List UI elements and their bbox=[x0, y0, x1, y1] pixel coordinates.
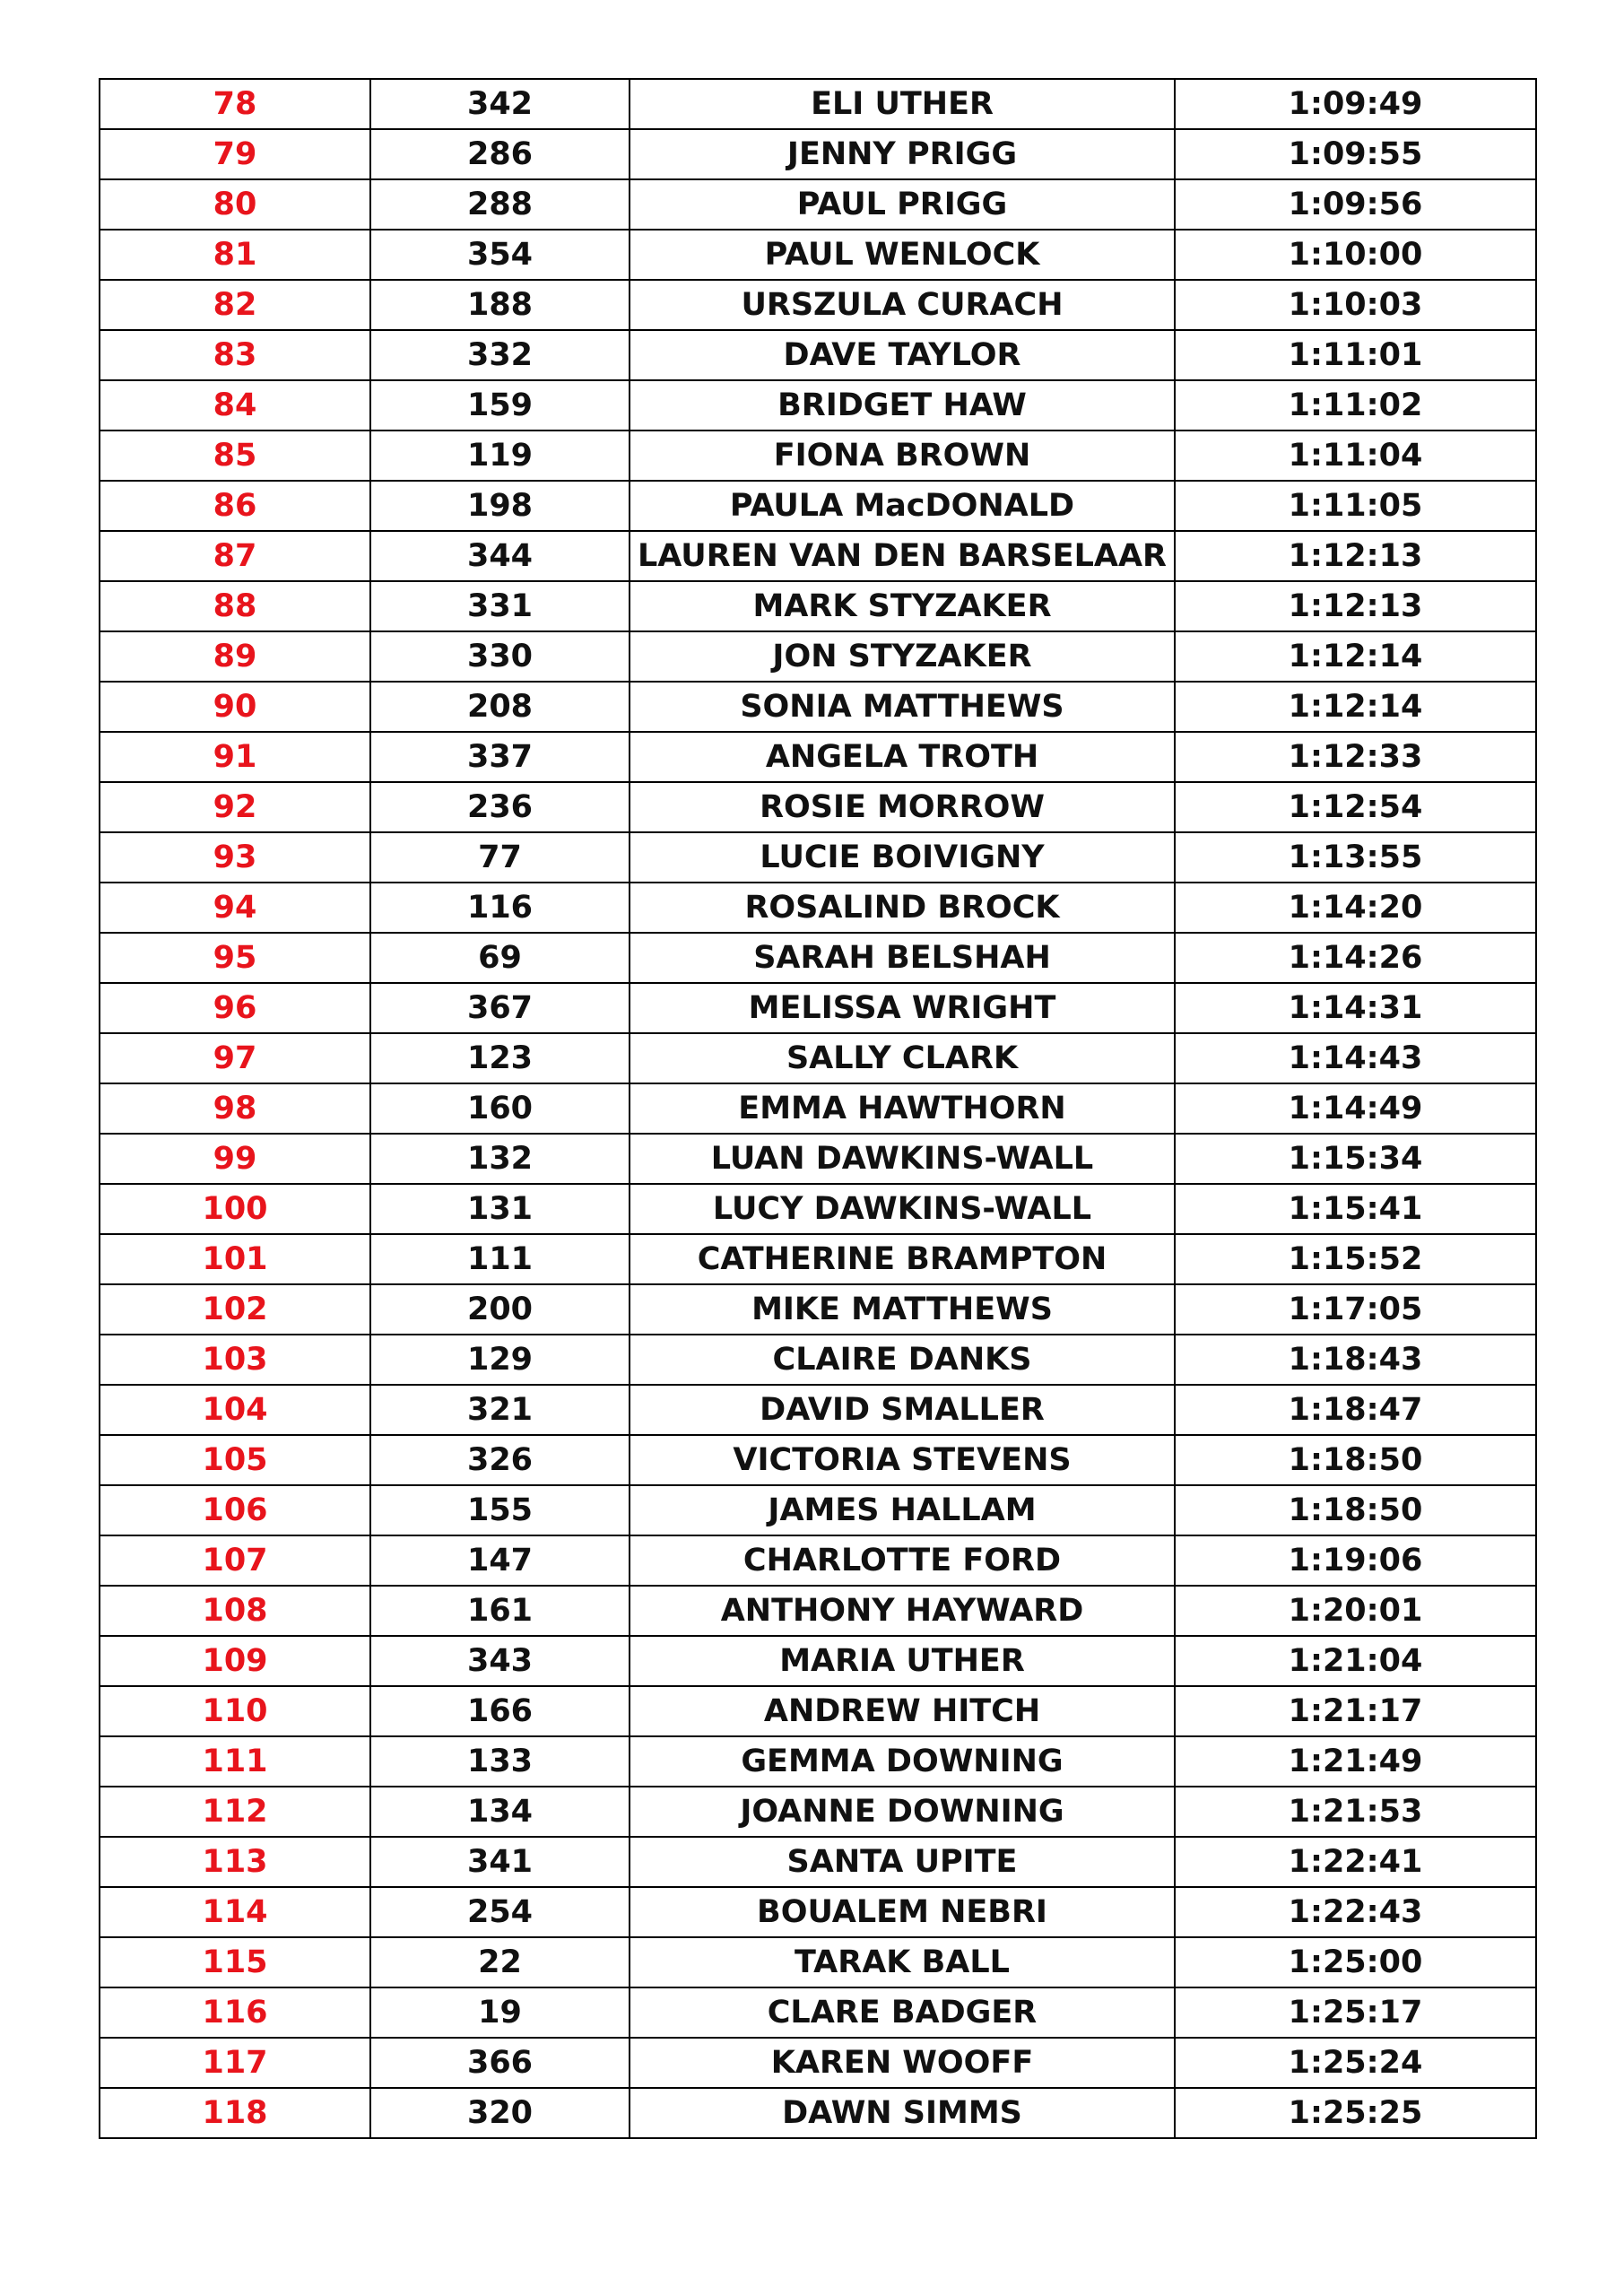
table-row bbox=[100, 1887, 1536, 1937]
finish-time-cell: 1:14:20 bbox=[1175, 883, 1536, 933]
runner-name-cell: LUAN DAWKINS-WALL bbox=[630, 1134, 1175, 1184]
runner-name-cell: GEMMA DOWNING bbox=[630, 1736, 1175, 1787]
bib-number-cell: 198 bbox=[370, 481, 630, 531]
bib-number-cell: 286 bbox=[370, 129, 630, 179]
bib-number-cell: 354 bbox=[370, 230, 630, 280]
runner-name-cell: ANDREW HITCH bbox=[630, 1686, 1175, 1736]
bib-number-cell: 200 bbox=[370, 1284, 630, 1335]
finish-time-cell: 1:14:43 bbox=[1175, 1033, 1536, 1083]
position-cell: 92 bbox=[100, 782, 370, 832]
position-cell: 101 bbox=[100, 1234, 370, 1284]
runner-name-cell: MELISSA WRIGHT bbox=[630, 983, 1175, 1033]
bib-number-cell: 123 bbox=[370, 1033, 630, 1083]
runner-name-cell: ELI UTHER bbox=[630, 79, 1175, 129]
position-cell: 97 bbox=[100, 1033, 370, 1083]
runner-name-cell: DAVID SMALLER bbox=[630, 1385, 1175, 1435]
bib-number-cell: 116 bbox=[370, 883, 630, 933]
runner-name-cell: MIKE MATTHEWS bbox=[630, 1284, 1175, 1335]
bib-number-cell: 111 bbox=[370, 1234, 630, 1284]
runner-name-cell: URSZULA CURACH bbox=[630, 280, 1175, 330]
position-cell: 110 bbox=[100, 1686, 370, 1736]
runner-name-cell: SONIA MATTHEWS bbox=[630, 682, 1175, 732]
table-row bbox=[100, 682, 1536, 732]
position-cell: 82 bbox=[100, 280, 370, 330]
table-row bbox=[100, 1937, 1536, 1987]
finish-time-cell: 1:21:49 bbox=[1175, 1736, 1536, 1787]
runner-name-cell: LUCIE BOIVIGNY bbox=[630, 832, 1175, 883]
position-cell: 108 bbox=[100, 1586, 370, 1636]
runner-name-cell: ANTHONY HAYWARD bbox=[630, 1586, 1175, 1636]
finish-time-cell: 1:10:03 bbox=[1175, 280, 1536, 330]
finish-time-cell: 1:12:33 bbox=[1175, 732, 1536, 782]
position-cell: 113 bbox=[100, 1837, 370, 1887]
runner-name-cell: PAUL WENLOCK bbox=[630, 230, 1175, 280]
runner-name-cell: PAUL PRIGG bbox=[630, 179, 1175, 230]
finish-time-cell: 1:12:14 bbox=[1175, 682, 1536, 732]
table-row bbox=[100, 1385, 1536, 1435]
table-row bbox=[100, 1586, 1536, 1636]
runner-name-cell: CATHERINE BRAMPTON bbox=[630, 1234, 1175, 1284]
bib-number-cell: 119 bbox=[370, 430, 630, 481]
finish-time-cell: 1:15:34 bbox=[1175, 1134, 1536, 1184]
bib-number-cell: 208 bbox=[370, 682, 630, 732]
bib-number-cell: 188 bbox=[370, 280, 630, 330]
finish-time-cell: 1:09:56 bbox=[1175, 179, 1536, 230]
runner-name-cell: JAMES HALLAM bbox=[630, 1485, 1175, 1535]
finish-time-cell: 1:10:00 bbox=[1175, 230, 1536, 280]
table-row bbox=[100, 1184, 1536, 1234]
bib-number-cell: 366 bbox=[370, 2038, 630, 2088]
position-cell: 81 bbox=[100, 230, 370, 280]
position-cell: 111 bbox=[100, 1736, 370, 1787]
bib-number-cell: 132 bbox=[370, 1134, 630, 1184]
bib-number-cell: 236 bbox=[370, 782, 630, 832]
bib-number-cell: 330 bbox=[370, 631, 630, 682]
position-cell: 85 bbox=[100, 430, 370, 481]
position-cell: 109 bbox=[100, 1636, 370, 1686]
finish-time-cell: 1:15:52 bbox=[1175, 1234, 1536, 1284]
bib-number-cell: 343 bbox=[370, 1636, 630, 1686]
position-cell: 102 bbox=[100, 1284, 370, 1335]
table-row bbox=[100, 1234, 1536, 1284]
runner-name-cell: DAWN SIMMS bbox=[630, 2088, 1175, 2138]
table-row bbox=[100, 1335, 1536, 1385]
finish-time-cell: 1:11:01 bbox=[1175, 330, 1536, 380]
position-cell: 89 bbox=[100, 631, 370, 682]
bib-number-cell: 19 bbox=[370, 1987, 630, 2038]
bib-number-cell: 342 bbox=[370, 79, 630, 129]
position-cell: 88 bbox=[100, 581, 370, 631]
table-row bbox=[100, 581, 1536, 631]
table-row bbox=[100, 732, 1536, 782]
finish-time-cell: 1:19:06 bbox=[1175, 1535, 1536, 1586]
bib-number-cell: 321 bbox=[370, 1385, 630, 1435]
finish-time-cell: 1:13:55 bbox=[1175, 832, 1536, 883]
finish-time-cell: 1:18:50 bbox=[1175, 1485, 1536, 1535]
bib-number-cell: 331 bbox=[370, 581, 630, 631]
position-cell: 99 bbox=[100, 1134, 370, 1184]
bib-number-cell: 161 bbox=[370, 1586, 630, 1636]
finish-time-cell: 1:12:13 bbox=[1175, 581, 1536, 631]
position-cell: 98 bbox=[100, 1083, 370, 1134]
runner-name-cell: KAREN WOOFF bbox=[630, 2038, 1175, 2088]
table-row bbox=[100, 782, 1536, 832]
position-cell: 106 bbox=[100, 1485, 370, 1535]
runner-name-cell: CLAIRE DANKS bbox=[630, 1335, 1175, 1385]
bib-number-cell: 320 bbox=[370, 2088, 630, 2138]
table-row bbox=[100, 1636, 1536, 1686]
runner-name-cell: BOUALEM NEBRI bbox=[630, 1887, 1175, 1937]
finish-time-cell: 1:12:54 bbox=[1175, 782, 1536, 832]
finish-time-cell: 1:11:05 bbox=[1175, 481, 1536, 531]
runner-name-cell: JOANNE DOWNING bbox=[630, 1787, 1175, 1837]
finish-time-cell: 1:12:13 bbox=[1175, 531, 1536, 581]
table-row bbox=[100, 79, 1536, 129]
finish-time-cell: 1:18:47 bbox=[1175, 1385, 1536, 1435]
finish-time-cell: 1:20:01 bbox=[1175, 1586, 1536, 1636]
bib-number-cell: 69 bbox=[370, 933, 630, 983]
table-row bbox=[100, 330, 1536, 380]
bib-number-cell: 131 bbox=[370, 1184, 630, 1234]
finish-time-cell: 1:14:31 bbox=[1175, 983, 1536, 1033]
finish-time-cell: 1:09:55 bbox=[1175, 129, 1536, 179]
bib-number-cell: 367 bbox=[370, 983, 630, 1033]
position-cell: 87 bbox=[100, 531, 370, 581]
table-row bbox=[100, 481, 1536, 531]
position-cell: 100 bbox=[100, 1184, 370, 1234]
position-cell: 95 bbox=[100, 933, 370, 983]
finish-time-cell: 1:25:24 bbox=[1175, 2038, 1536, 2088]
bib-number-cell: 332 bbox=[370, 330, 630, 380]
runner-name-cell: MARIA UTHER bbox=[630, 1636, 1175, 1686]
table-row bbox=[100, 129, 1536, 179]
position-cell: 117 bbox=[100, 2038, 370, 2088]
position-cell: 80 bbox=[100, 179, 370, 230]
table-row bbox=[100, 430, 1536, 481]
position-cell: 96 bbox=[100, 983, 370, 1033]
finish-time-cell: 1:25:00 bbox=[1175, 1937, 1536, 1987]
bib-number-cell: 166 bbox=[370, 1686, 630, 1736]
table-row bbox=[100, 531, 1536, 581]
finish-time-cell: 1:21:53 bbox=[1175, 1787, 1536, 1837]
finish-time-cell: 1:12:14 bbox=[1175, 631, 1536, 682]
position-cell: 79 bbox=[100, 129, 370, 179]
finish-time-cell: 1:21:17 bbox=[1175, 1686, 1536, 1736]
table-row bbox=[100, 1787, 1536, 1837]
runner-name-cell: PAULA MacDONALD bbox=[630, 481, 1175, 531]
table-row bbox=[100, 1535, 1536, 1586]
position-cell: 118 bbox=[100, 2088, 370, 2138]
finish-time-cell: 1:14:26 bbox=[1175, 933, 1536, 983]
bib-number-cell: 337 bbox=[370, 732, 630, 782]
runner-name-cell: ROSALIND BROCK bbox=[630, 883, 1175, 933]
runner-name-cell: SANTA UPITE bbox=[630, 1837, 1175, 1887]
runner-name-cell: MARK STYZAKER bbox=[630, 581, 1175, 631]
table-row bbox=[100, 280, 1536, 330]
finish-time-cell: 1:18:50 bbox=[1175, 1435, 1536, 1485]
bib-number-cell: 133 bbox=[370, 1736, 630, 1787]
runner-name-cell: TARAK BALL bbox=[630, 1937, 1175, 1987]
bib-number-cell: 22 bbox=[370, 1937, 630, 1987]
bib-number-cell: 326 bbox=[370, 1435, 630, 1485]
position-cell: 107 bbox=[100, 1535, 370, 1586]
table-row bbox=[100, 1033, 1536, 1083]
position-cell: 84 bbox=[100, 380, 370, 430]
table-row bbox=[100, 1837, 1536, 1887]
runner-name-cell: SALLY CLARK bbox=[630, 1033, 1175, 1083]
runner-name-cell: FIONA BROWN bbox=[630, 430, 1175, 481]
position-cell: 114 bbox=[100, 1887, 370, 1937]
runner-name-cell: DAVE TAYLOR bbox=[630, 330, 1175, 380]
bib-number-cell: 288 bbox=[370, 179, 630, 230]
table-row bbox=[100, 1284, 1536, 1335]
finish-time-cell: 1:14:49 bbox=[1175, 1083, 1536, 1134]
table-row bbox=[100, 1083, 1536, 1134]
runner-name-cell: BRIDGET HAW bbox=[630, 380, 1175, 430]
bib-number-cell: 254 bbox=[370, 1887, 630, 1937]
runner-name-cell: ROSIE MORROW bbox=[630, 782, 1175, 832]
results-table bbox=[99, 78, 1537, 2139]
table-row bbox=[100, 983, 1536, 1033]
finish-time-cell: 1:09:49 bbox=[1175, 79, 1536, 129]
finish-time-cell: 1:18:43 bbox=[1175, 1335, 1536, 1385]
runner-name-cell: LAUREN VAN DEN BARSELAAR bbox=[630, 531, 1175, 581]
finish-time-cell: 1:25:25 bbox=[1175, 2088, 1536, 2138]
table-row bbox=[100, 933, 1536, 983]
bib-number-cell: 147 bbox=[370, 1535, 630, 1586]
table-row bbox=[100, 2038, 1536, 2088]
table-row bbox=[100, 631, 1536, 682]
finish-time-cell: 1:17:05 bbox=[1175, 1284, 1536, 1335]
table-row bbox=[100, 883, 1536, 933]
table-row bbox=[100, 1736, 1536, 1787]
runner-name-cell: CLARE BADGER bbox=[630, 1987, 1175, 2038]
runner-name-cell: VICTORIA STEVENS bbox=[630, 1435, 1175, 1485]
bib-number-cell: 344 bbox=[370, 531, 630, 581]
runner-name-cell: JENNY PRIGG bbox=[630, 129, 1175, 179]
table-row bbox=[100, 832, 1536, 883]
position-cell: 94 bbox=[100, 883, 370, 933]
finish-time-cell: 1:11:02 bbox=[1175, 380, 1536, 430]
position-cell: 104 bbox=[100, 1385, 370, 1435]
runner-name-cell: ANGELA TROTH bbox=[630, 732, 1175, 782]
runner-name-cell: SARAH BELSHAH bbox=[630, 933, 1175, 983]
position-cell: 112 bbox=[100, 1787, 370, 1837]
finish-time-cell: 1:25:17 bbox=[1175, 1987, 1536, 2038]
table-row bbox=[100, 1987, 1536, 2038]
position-cell: 116 bbox=[100, 1987, 370, 2038]
position-cell: 78 bbox=[100, 79, 370, 129]
position-cell: 93 bbox=[100, 832, 370, 883]
position-cell: 105 bbox=[100, 1435, 370, 1485]
bib-number-cell: 341 bbox=[370, 1837, 630, 1887]
runner-name-cell: CHARLOTTE FORD bbox=[630, 1535, 1175, 1586]
table-row bbox=[100, 1435, 1536, 1485]
table-row bbox=[100, 1686, 1536, 1736]
finish-time-cell: 1:22:41 bbox=[1175, 1837, 1536, 1887]
table-row bbox=[100, 2088, 1536, 2138]
results-table-body bbox=[100, 79, 1536, 2138]
table-row bbox=[100, 1134, 1536, 1184]
table-row bbox=[100, 380, 1536, 430]
bib-number-cell: 129 bbox=[370, 1335, 630, 1385]
bib-number-cell: 160 bbox=[370, 1083, 630, 1134]
runner-name-cell: JON STYZAKER bbox=[630, 631, 1175, 682]
position-cell: 90 bbox=[100, 682, 370, 732]
bib-number-cell: 155 bbox=[370, 1485, 630, 1535]
bib-number-cell: 159 bbox=[370, 380, 630, 430]
finish-time-cell: 1:11:04 bbox=[1175, 430, 1536, 481]
finish-time-cell: 1:21:04 bbox=[1175, 1636, 1536, 1686]
position-cell: 103 bbox=[100, 1335, 370, 1385]
position-cell: 86 bbox=[100, 481, 370, 531]
finish-time-cell: 1:22:43 bbox=[1175, 1887, 1536, 1937]
runner-name-cell: LUCY DAWKINS-WALL bbox=[630, 1184, 1175, 1234]
runner-name-cell: EMMA HAWTHORN bbox=[630, 1083, 1175, 1134]
table-row bbox=[100, 179, 1536, 230]
position-cell: 91 bbox=[100, 732, 370, 782]
bib-number-cell: 77 bbox=[370, 832, 630, 883]
position-cell: 83 bbox=[100, 330, 370, 380]
table-row bbox=[100, 1485, 1536, 1535]
position-cell: 115 bbox=[100, 1937, 370, 1987]
table-row bbox=[100, 230, 1536, 280]
bib-number-cell: 134 bbox=[370, 1787, 630, 1837]
finish-time-cell: 1:15:41 bbox=[1175, 1184, 1536, 1234]
